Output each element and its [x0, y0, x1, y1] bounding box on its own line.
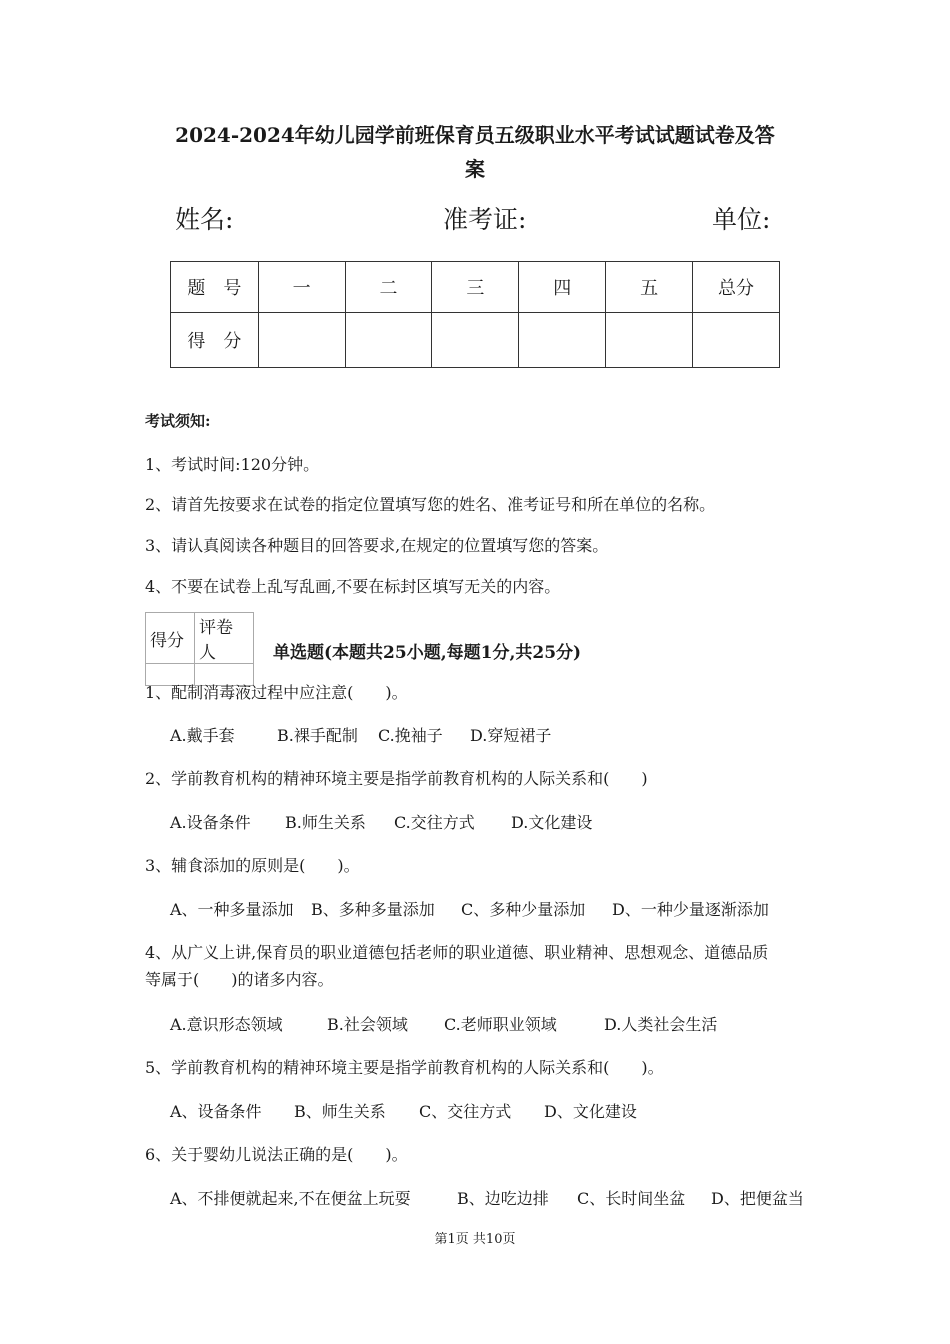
- q6-option-b: B、边吃边排: [457, 1189, 549, 1208]
- question-6: 6、关于婴幼儿说法正确的是( )。: [145, 1145, 408, 1164]
- q2-option-c: C.交往方式: [394, 813, 475, 832]
- question-5: 5、学前教育机构的精神环境主要是指学前教育机构的人际关系和( )。: [145, 1058, 664, 1077]
- title-line-1: 2024-2024年幼儿园学前班保育员五级职业水平考试试题试卷及答: [175, 123, 775, 147]
- score-table: [170, 261, 780, 368]
- q3-option-c: C、多种少量添加: [461, 900, 586, 919]
- q2-option-a: A.设备条件: [170, 813, 251, 832]
- notice-item-1: 1、考试时间:120分钟。: [145, 455, 320, 474]
- score-col-1: 一: [258, 262, 345, 313]
- page-footer: 第1页 共10页: [434, 1232, 516, 1247]
- score-table-score-row: [171, 313, 780, 368]
- q5-option-a: A、设备条件: [170, 1102, 262, 1121]
- question-4: 4、从广义上讲,保育员的职业道德包括老师的职业道德、职业精神、思想观念、道德品质: [145, 943, 769, 962]
- question-4-continued: 等属于( )的诸多内容。: [145, 970, 334, 989]
- q1-option-a: A.戴手套: [170, 726, 235, 745]
- title-line-2: 案: [465, 157, 485, 181]
- name-field-label: 姓名:: [175, 205, 234, 234]
- q6-option-d: D、把便盆当: [711, 1189, 804, 1208]
- exam-title: [140, 118, 810, 186]
- score-cell-4: [519, 313, 606, 368]
- q5-option-b: B、师生关系: [294, 1102, 386, 1121]
- score-table-header-row: [171, 262, 780, 313]
- score-col-2: 二: [345, 262, 432, 313]
- notice-item-3: 3、请认真阅读各种题目的回答要求,在规定的位置填写您的答案。: [145, 536, 609, 555]
- grader-box: [145, 612, 254, 686]
- q3-option-b: B、多种多量添加: [311, 900, 435, 919]
- score-col-5: 五: [606, 262, 693, 313]
- notice-item-2: 2、请首先按要求在试卷的指定位置填写您的姓名、准考证号和所在单位的名称。: [145, 495, 716, 514]
- q3-option-a: A、一种多量添加: [170, 900, 294, 919]
- q6-option-c: C、长时间坐盆: [577, 1189, 686, 1208]
- exam-id-field-label: 准考证:: [443, 205, 527, 234]
- q4-option-b: B.社会领域: [327, 1015, 408, 1034]
- score-col-4: 四: [519, 262, 606, 313]
- q4-option-d: D.人类社会生活: [604, 1015, 718, 1034]
- score-cell-3: [432, 313, 519, 368]
- notice-title: 考试须知:: [145, 412, 211, 430]
- score-cell-5: [606, 313, 693, 368]
- notice-item-4: 4、不要在试卷上乱写乱画,不要在标封区填写无关的内容。: [145, 577, 561, 596]
- q6-option-a: A、不排便就起来,不在便盆上玩耍: [170, 1189, 411, 1208]
- q3-option-d: D、一种少量逐渐添加: [612, 900, 769, 919]
- score-cell-2: [345, 313, 432, 368]
- q1-option-c: C.挽袖子: [378, 726, 443, 745]
- q5-option-c: C、交往方式: [419, 1102, 512, 1121]
- q5-option-d: D、文化建设: [544, 1102, 637, 1121]
- score-col-total: 总分: [693, 262, 780, 313]
- grader-score-label: 得分: [146, 613, 195, 664]
- q4-option-a: A.意识形态领域: [170, 1015, 283, 1034]
- grader-reviewer-label: 评卷人: [195, 613, 254, 664]
- score-table-score-label: 得 分: [171, 313, 259, 368]
- score-col-3: 三: [432, 262, 519, 313]
- q1-option-b: B.裸手配制: [277, 726, 358, 745]
- candidate-fields: [175, 200, 785, 240]
- question-2: 2、学前教育机构的精神环境主要是指学前教育机构的人际关系和( ): [145, 769, 648, 788]
- score-cell-1: [258, 313, 345, 368]
- q2-option-b: B.师生关系: [285, 813, 366, 832]
- q1-option-d: D.穿短裙子: [470, 726, 552, 745]
- question-1: 1、配制消毒液过程中应注意( )。: [145, 683, 408, 702]
- score-cell-total: [693, 313, 780, 368]
- score-table-row-header: 题 号: [171, 262, 259, 313]
- unit-field-label: 单位:: [712, 205, 771, 234]
- section-title: 单选题(本题共25小题,每题1分,共25分): [273, 643, 582, 663]
- question-3: 3、辅食添加的原则是( )。: [145, 856, 360, 875]
- q4-option-c: C.老师职业领域: [444, 1015, 557, 1034]
- q2-option-d: D.文化建设: [511, 813, 593, 832]
